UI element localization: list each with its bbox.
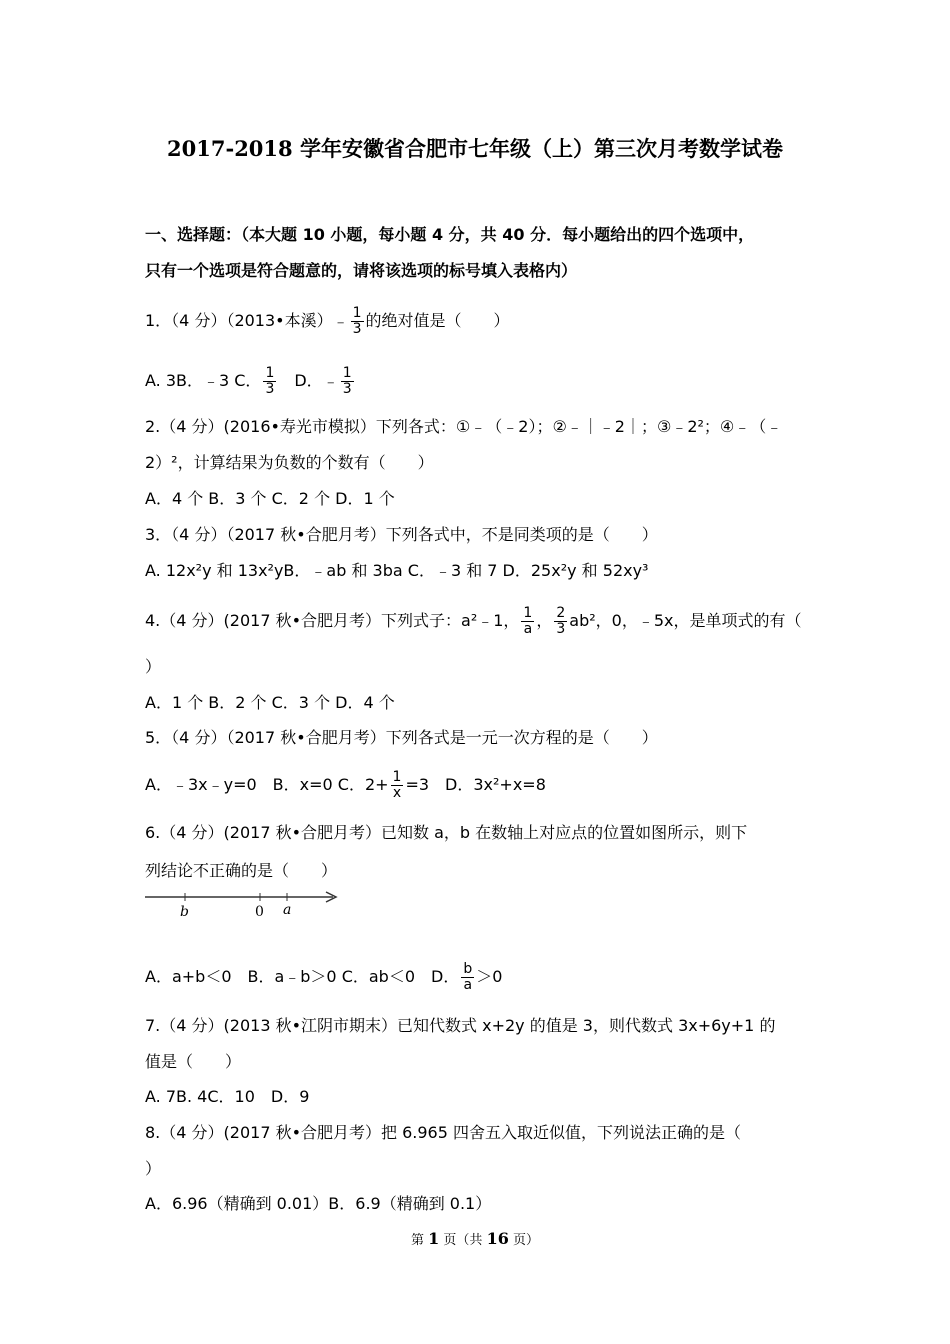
q1-options-prefix: A. 3B．﹣3 C． [145, 371, 262, 390]
number-line-figure [145, 888, 345, 920]
q1-suffix: 的绝对值是（ ） [365, 311, 510, 330]
q1-option-d-fraction: $\frac{1}{3}$ [342, 365, 352, 397]
q1-option-c-fraction: $\frac{1}{3}$ [265, 365, 275, 397]
question-3-options: A. 12x²y 和 13x²yB．﹣ab 和 3ba C．﹣3 和 7 D．25x²y 和 52xy³ [145, 561, 649, 580]
q1-neg-sign: ﹣ [332, 311, 349, 331]
q1-fraction: $\frac{1}{3}$ [352, 305, 362, 337]
page-footer: 第 1 页（共 16 页） [411, 1229, 539, 1248]
question-6-options: A．a+b＜0 B．a﹣b＞0 C．ab＜0 D． $\frac{b}{a}$ ＞0 [145, 961, 503, 993]
question-6-line-1: 6.（4 分）(2017 秋•合肥月考）已知数 a，b 在数轴上对应点的位置如图所示，则下 [145, 823, 748, 842]
question-7-line-1: 7.（4 分）(2013 秋•江阴市期末）已知代数式 x+2y 的值是 3，则代数式 3x+6y+1 的 [145, 1016, 776, 1035]
question-1-options: A. 3B．﹣3 C． $\frac{1}{3}$ D．﹣ $\frac{1}{3}$ [145, 365, 352, 397]
section-heading-line-1: 一、选择题：（本大题 10 小题，每小题 4 分，共 40 分．每小题给出的四个选项中， [145, 225, 755, 244]
label-0: 0 [255, 904, 264, 920]
q4-fraction-1: $\frac{1}{a}$ [523, 605, 533, 637]
q5-option-c-fraction: $\frac{1}{x}$ [392, 769, 402, 801]
question-4-line-2: ） [145, 657, 162, 676]
question-4-stem: 4.（4 分）(2017 秋•合肥月考）下列式子：a²﹣1， $\frac{1}{a}$ ， $\frac{2}{3}$ ab²，0，﹣5x，是单项式的有（ [145, 605, 802, 637]
question-5-options: A．﹣3x﹣y=0 B．x=0 C．2+ $\frac{1}{x}$ =3 D．3x²+x=8 [145, 769, 546, 801]
question-7-options: A. 7B. 4C．10 D．9 [145, 1087, 310, 1106]
q6-option-d-fraction: $\frac{b}{a}$ [463, 961, 473, 993]
q1-option-d-label: D． [278, 371, 323, 390]
question-8-line-1: 8.（4 分）(2017 秋•合肥月考）把 6.965 四舍五入取近似值，下列说法正确的是（ [145, 1123, 741, 1142]
total-page-count: 16 [486, 1229, 509, 1248]
q1-prefix: 1．（4 分）（2013•本溪） [145, 311, 333, 330]
question-7-line-2: 值是（ ） [145, 1052, 242, 1071]
section-heading-line-2: 只有一个选项是符合题意的，请将该选项的标号填入表格内） [145, 261, 578, 280]
label-b: b [180, 904, 189, 920]
question-6-line-2: 列结论不正确的是（ ） [145, 861, 338, 880]
question-8-options: A．6.96（精确到 0.01）B．6.9（精确到 0.1） [145, 1194, 492, 1213]
label-a: a [283, 902, 292, 918]
q4-fraction-2: $\frac{2}{3}$ [556, 605, 566, 637]
current-page-number: 1 [428, 1229, 440, 1248]
question-1-stem [145, 306, 815, 337]
question-4-options: A．1 个 B．2 个 C．3 个 D．4 个 [145, 693, 395, 712]
question-2-line-1: 2.（4 分）(2016•寿光市模拟）下列各式：①﹣（﹣2）；②﹣｜﹣2｜；③﹣2²；④﹣（﹣ [145, 417, 783, 436]
question-2-options: A．4 个 B．3 个 C．2 个 D．1 个 [145, 489, 395, 508]
question-8-line-2: ） [145, 1159, 162, 1178]
question-2-line-2: 2）²，计算结果为负数的个数有（ ） [145, 453, 434, 472]
question-3-stem: 3．（4 分）（2017 秋•合肥月考）下列各式中，不是同类项的是（ ） [145, 525, 658, 544]
question-5-stem: 5．（4 分）（2017 秋•合肥月考）下列各式是一元一次方程的是（ ） [145, 728, 658, 747]
page-title: 2017-2018 学年安徽省合肥市七年级（上）第三次月考数学试卷 [167, 136, 783, 161]
